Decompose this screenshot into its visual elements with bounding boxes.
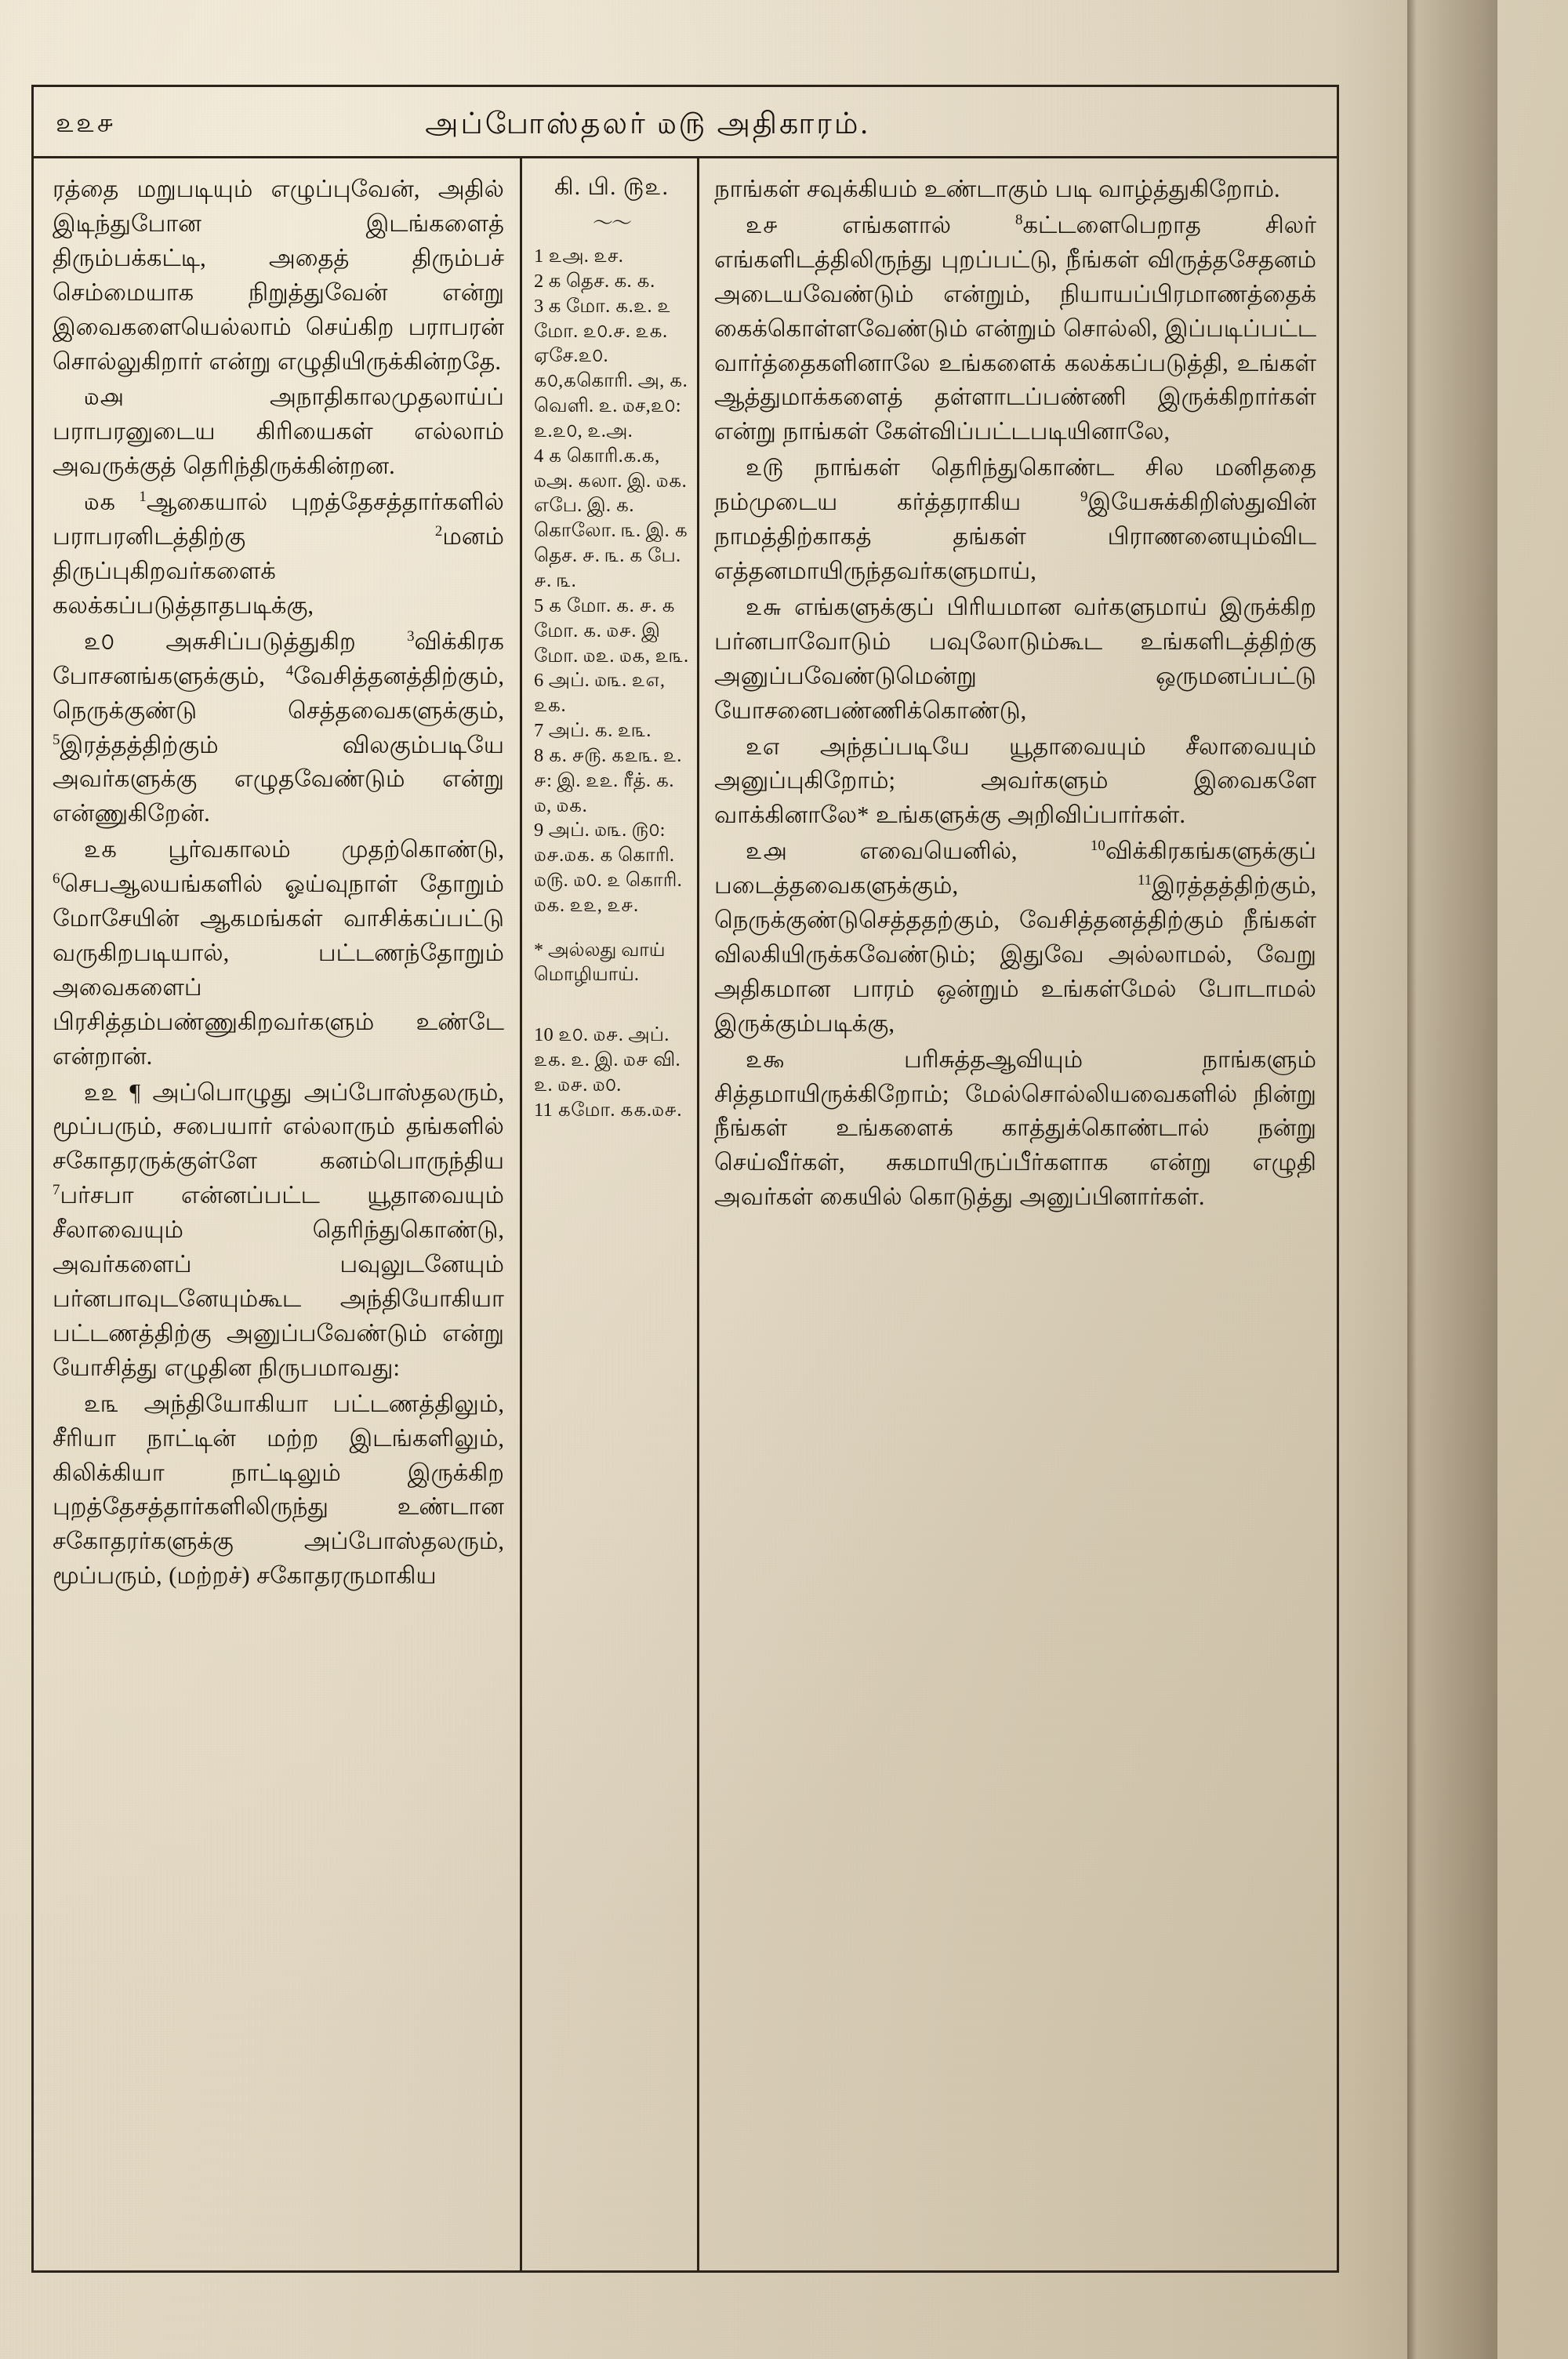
paragraph: ௨௪ எங்களால் $^8$கட்டளைபெறாத சிலர் எங்களிடத்திலிருந்து புறப்பட்டு, நீங்கள் விருத்தசேதனம் அடையவேண்டும் என்றும், நியாயப்பிரமாணத்தைக் கைக்கொள்ளவேண்டும் என்றும் சொல்லி, இப்படிப்பட்ட வார்த்தைகளினாலே உங்களைக் கலக்கப்படுத்தி, உங்கள் ஆத்துமாக்களைத் தள்ளாடப்பண்ணி இருக்கிறார்கள் என்று நாங்கள் கேள்விப்பட்டபடியினாலே, (714, 211, 1316, 445)
columns-container (34, 158, 1337, 2270)
running-head (34, 96, 1337, 154)
paragraph: ௨௬ எங்களுக்குப் பிரியமான வர்களுமாய் இருக்கிற பர்னபாவோடும் பவுலோடும்கூட உங்களிடத்திற்கு அனுப்பவேண்டுமென்று ஒருமனப்பட்டு யோசனைபண்ணிக்கொண்டு, (714, 593, 1316, 724)
paragraph: ௨௮ எவையெனில், $^{10}$விக்கிரகங்களுக்குப் படைத்தவைகளுக்கும், $^{11}$இரத்தத்திற்கும், நெருக்குண்டுசெத்ததற்கும், வேசித்தனத்திற்கும் நீங்கள் விலகியிருக்கவேண்டும்; இதுவே அல்லாமல், வேறு அதிகமான பாரம் ஒன்றும் உங்கள்மேல் போடாமல் இருக்கும்படிக்கு, (714, 838, 1316, 1037)
text-block-frame (31, 85, 1339, 2273)
reference-entry: 3 க மோ. ௧.௨. ௨ மோ. ௨௦.௪. ௨௧. ஏசே.௨௦. ௧௦,௧கொரி. அ, ௧. வெளி. ௨. ௰ச,௨௦: ௨.௨௦, ௨.அ. (534, 295, 688, 442)
reference-entry: 11 ௧மோ. ௧௧.௰௪. (534, 1099, 682, 1121)
reference-entry: 6 அப். ௰௩. ௨௭, ௨௧. (534, 670, 666, 717)
paragraph: ௨௩ அந்தியோகியா பட்டணத்திலும், சீரியா நாட்டின் மற்ற இடங்களிலும், கிலிக்கியா நாட்டிலும் இருக்கிற புறத்தேசத்தார்களிலிருந்து உண்டான சகோதரர்களுக்கு அப்போஸ்தலரும், மூப்பரும், (மற்றச்) சகோதரருமாகிய (53, 1390, 504, 1590)
reference-entry: 10 ௨௦. ௰௪. அப். ௨௧. ௨. இ. ௰௪ வி. ௨. ௰௪. ௰௦. (534, 1024, 681, 1096)
paragraph: ௨௦ அசுசிப்படுத்துகிற $^3$விக்கிரக போசனங்களுக்கும், $^4$வேசித்தனத்திற்கும், நெருக்குண்டு செத்தவைகளுக்கும், $^5$இரத்தத்திற்கும் விலகும்படியே அவர்களுக்கு எழுதவேண்டும் என்று என்ணுகிறேன். (53, 627, 504, 827)
column-left (34, 158, 520, 2270)
paragraph: ரத்தை மறுபடியும் எழுப்புவேன், அதில் இடிந்துபோன இடங்களைத் திரும்பக்கட்டி, அதைத் திரும்பச் செம்மையாக நிறுத்துவேன் என்று இவைகளையெல்லாம் செய்கிற பராபரன் சொல்லுகிறார் என்று எழுதியிருக்கின்றதே. (53, 176, 504, 375)
paragraph: ௨௧ பூர்வகாலம் முதற்கொண்டு, $^6$செபஆலயங்களில் ஓய்வுநாள் தோறும் மோசேயின் ஆகமங்கள் வாசிக்கப்பட்டு வருகிறபடியால், பட்டணந்தோறும் அவைகளைப் பிரசித்தம்பண்ணுகிறவர்களும் உண்டே என்றான். (53, 836, 504, 1070)
paragraph: நாங்கள் சவுக்கியம் உண்டாகும் படி வாழ்த்துகிறோம். (714, 176, 1280, 202)
ornament-divider: 〜〜 (592, 212, 630, 234)
paragraph: ௨௫ நாங்கள் தெரிந்துகொண்ட சில மனிததை நம்முடைய கர்த்தராகிய $^9$இயேசுக்கிறிஸ்துவின் நாமத்திற்காகத் தங்கள் பிராணனையும்விட எத்தனமாயிருந்தவர்களுமாய், (714, 454, 1316, 584)
paragraph: ௰௮ அநாதிகாலமுதலாய்ப் பராபரனுடைய கிரியைகள் எல்லாம் அவருக்குத் தெரிந்திருக்கின்றன. (53, 383, 504, 480)
paragraph: ௨௨ ¶ அப்பொழுது அப்போஸ்தலரும், மூப்பரும், சபையார் எல்லாரும் தங்களில் சகோதரருக்குள்ளே கனம்பொருந்திய $^7$பர்சபா என்னப்பட்ட யூதாவையும் சீலாவையும் தெரிந்துகொண்டு, அவர்களைப் பவுலுடனேயும் பர்னபாவுடனேயும்கூட அந்தியோகியா பட்டணத்திற்கு அனுப்பவேண்டும் என்று யோசித்து எழுதின நிருபமாவது: (53, 1078, 504, 1381)
column-right (697, 158, 1337, 2270)
reference-entry: 4 ௧ கொரி.௧.௧, ௰அ. ௧லா. இ. ௰௧. எபே. இ. ௧. கொலோ. ௩. இ. ௧ தெச. ௪. ௩. ௧ பே. ௪. ௩. (534, 445, 688, 591)
paragraph: ௰௧ $^1$ஆகையால் புறத்தேசத்தார்களில் பராபரனிடத்திற்கு $^2$மனம் திருப்புகிறவர்களைக் கலக்கப்படுத்தாதபடிக்கு, (53, 489, 504, 619)
spacer (534, 1007, 689, 1023)
reference-entry: 1 ௨அ. ௨ச. (534, 245, 624, 267)
footnote-text: * அல்லது வாய் மொழியாய். (534, 940, 666, 986)
column-center-references (520, 158, 697, 2270)
paragraph: ௨௯ பரிசுத்தஆவியும் நாங்களும் சித்தமாயிருக்கிறோம்; மேல்சொல்லியவைகளில் நின்று நீங்கள் உங்களைக் காத்துக்கொண்டால் நன்று செய்வீர்கள், சுகமாயிருப்பீர்களாக என்று எழுதி அவர்கள் கையில் கொடுத்து அனுப்பினார்கள். (714, 1045, 1316, 1211)
page-title: அப்போஸ்தலர் ௰௫ அதிகாரம். (425, 107, 870, 140)
reference-entry: 2 க தெச. க. ௧. (534, 270, 655, 292)
reference-entry: 5 ௧ மோ. ௧. ௪. ௧ மோ. ௧. ௰௪. இ மோ. ௰௨. ௰௧, ௨௩. (534, 594, 689, 667)
reference-entry: 7 அப். ௧. ௨௩. (534, 720, 652, 742)
paragraph: ௨௭ அந்தப்படியே யூதாவையும் சீலாவையும் அனுப்புகிறோம்; அவர்களும் இவைகளே வாக்கினாலே* உங்களுக்கு அறிவிப்பார்கள். (714, 732, 1316, 829)
reference-heading: கி. பி. ௫௨. (554, 174, 669, 200)
reference-entry: 8 ௧. ௪௫. ௧௨௩. ௨. ௪: இ. ௨௨. ரீத். ௧. ௰, ௰௧. (534, 744, 682, 816)
reference-entry: 9 அப். ௰௩. ௫௦: ௰௪.௰௧. ௧ கொரி. ௰௫. ௰௦. ௨ கொரி. ௰௧. ௨௨, ௨௪. (534, 820, 682, 916)
page-edge (1407, 0, 1417, 2359)
folio-number: ௨௨௪ (56, 109, 116, 138)
